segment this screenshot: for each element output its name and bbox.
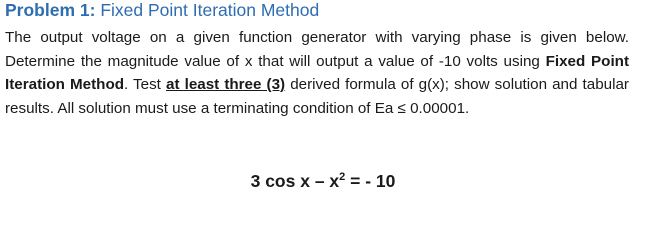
- equation-rhs: = - 10: [345, 171, 396, 191]
- problem-statement: [5, 26, 629, 120]
- equation: [0, 170, 646, 192]
- statement-text-3: derived formula of g(x); show solution and tabular results. All solution must use a terminating condition of Ea: [5, 76, 629, 117]
- statement-text-1: The output voltage on a given function generator with varying phase is given below. Determine the magnitude value of x that will output a value of -10 volts using: [5, 29, 629, 70]
- equation-lhs: 3 cos x – x: [250, 171, 340, 191]
- problem-method-name: Fixed Point Iteration Method: [100, 0, 320, 20]
- problem-label: Problem 1:: [5, 0, 96, 20]
- statement-method-bold: Fixed Point Iteration Method: [5, 52, 629, 93]
- statement-text-4: 0.00001.: [405, 99, 470, 117]
- statement-requirement-underlined: at least three (3): [166, 76, 286, 93]
- equation-exponent: 2: [339, 171, 346, 183]
- statement-text-2: . Test: [124, 76, 166, 93]
- problem-title: [5, 0, 319, 21]
- less-equal-symbol: ≤: [397, 99, 406, 117]
